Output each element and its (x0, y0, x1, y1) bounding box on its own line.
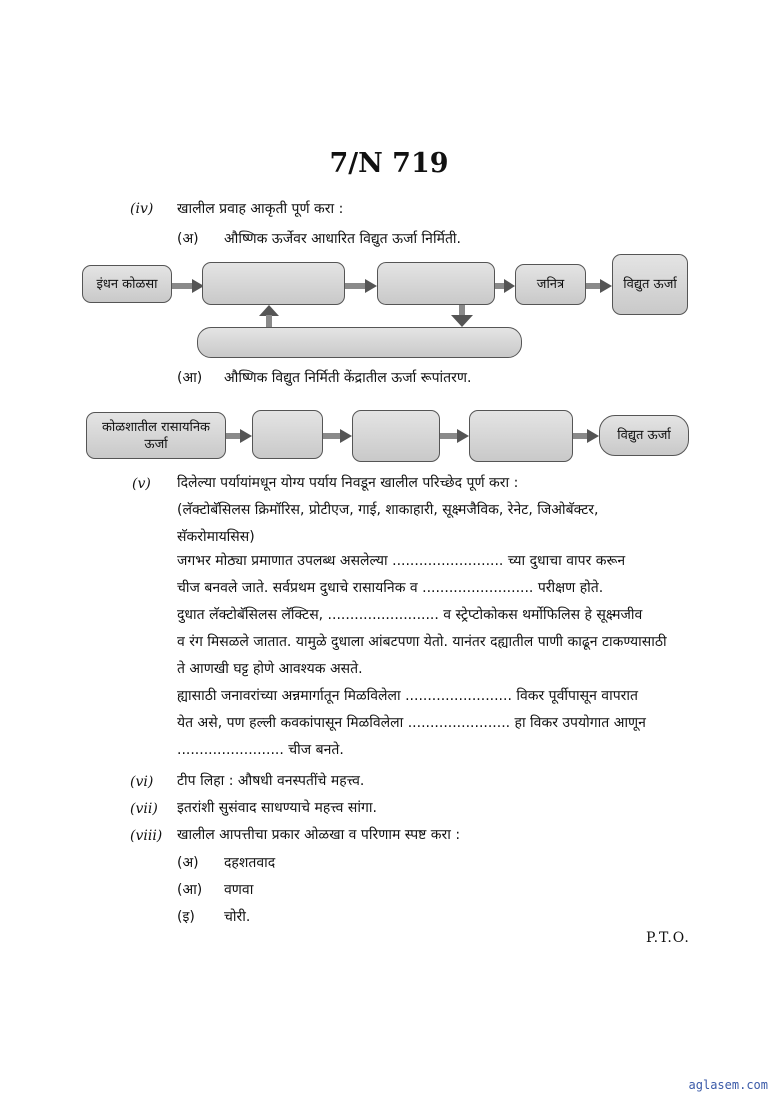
flow-b-box-electric-energy: विद्युत ऊर्जा (599, 415, 689, 456)
paragraph-line: दुधात लॅक्टोबॅसिलस लॅक्टिस, ......................... व स्ट्रेप्टोकोकस थर्मोफिलिस हे सूक्ष्मजीव (177, 607, 643, 623)
paragraph-line: जगभर मोठ्या प्रमाणात उपलब्ध असलेल्या ......................... च्या दुधाचा वापर करून (177, 553, 626, 569)
arrow-right-icon (172, 278, 204, 292)
paragraph-line: ह्यासाठी जनावरांच्या अन्नमार्गातून मिळविलेला ........................ विकर पूर्वीपासून वापरात (177, 688, 639, 704)
flow-b-box-chemical-energy: कोळशातील रासायनिक ऊर्जा (86, 412, 226, 459)
part-a-text: औष्णिक ऊर्जेवर आधारित विद्युत ऊर्जा निर्मिती. (224, 231, 462, 247)
arrow-right-icon (440, 428, 469, 442)
question-iv-instruction: खालील प्रवाह आकृती पूर्ण करा : (177, 201, 344, 217)
page-title: 7/N 719 (329, 148, 449, 179)
question-number-iv: (iv) (130, 201, 154, 217)
paragraph-line: ........................ चीज बनते. (177, 742, 344, 758)
flow-a-box-generator: जनित्र (515, 264, 586, 305)
option-text: दहशतवाद (224, 855, 276, 871)
flow-a-box-fuel: इंधन कोळसा (82, 265, 172, 303)
question-viii-text: खालील आपत्तीचा प्रकार ओळखा व परिणाम स्पष्ट करा : (177, 827, 461, 843)
pto-label: P.T.O. (646, 930, 690, 946)
part-a-label: (अ) (177, 231, 199, 247)
question-v-instruction: दिलेल्या पर्यायांमधून योग्य पर्याय निवडून खालील परिच्छेद पूर्ण करा : (177, 475, 519, 491)
question-number-vii: (vii) (130, 801, 158, 817)
options-line-1: (लॅक्टोबॅसिलस क्रिमॉरिस, प्रोटीएज, गाई, शाकाहारी, सूक्ष्मजैविक, रेनेट, जिओबॅक्टर, (177, 502, 599, 518)
arrow-down-icon (451, 305, 473, 327)
option-text: वणवा (224, 882, 254, 898)
part-b-label: (आ) (177, 370, 203, 386)
option-text: चोरी. (224, 909, 251, 925)
option-label: (इ) (177, 909, 195, 925)
flow-a-box-blank-1 (202, 262, 345, 305)
option-label: (अ) (177, 855, 199, 871)
arrow-right-icon (345, 278, 377, 292)
question-number-vi: (vi) (130, 774, 154, 790)
option-label: (आ) (177, 882, 203, 898)
question-vi-text: टीप लिहा : औषधी वनस्पतींचे महत्त्व. (177, 773, 365, 789)
question-number-viii: (viii) (130, 828, 163, 844)
paragraph-line: येत असे, पण हल्ली कवकांपासून मिळविलेला ....................... हा विकर उपयोगात आणून (177, 715, 646, 731)
flow-a-box-electric-energy: विद्युत ऊर्जा (612, 254, 688, 315)
flow-b-box-blank-3 (469, 410, 573, 462)
paragraph-line: ते आणखी घट्ट होणे आवश्यक असते. (177, 661, 363, 677)
flow-b-box-blank-1 (252, 410, 323, 459)
options-line-2: सॅकरोमायसिस) (177, 529, 255, 545)
arrow-right-icon (226, 428, 252, 442)
question-number-v: (v) (132, 476, 151, 492)
fill-in-paragraph (177, 548, 667, 764)
arrow-up-icon (259, 305, 279, 327)
arrow-right-icon (495, 278, 515, 292)
part-b-text: औष्णिक विद्युत निर्मिती केंद्रातील ऊर्जा रूपांतरण. (224, 370, 472, 386)
arrow-right-icon (586, 278, 612, 292)
paragraph-line: चीज बनवले जाते. सर्वप्रथम दुधाचे रासायनिक व ......................... परीक्षण होते. (177, 580, 604, 596)
question-vii-text: इतरांशी सुसंवाद साधण्याचे महत्त्व सांगा. (177, 800, 377, 816)
flow-a-box-blank-2 (377, 262, 495, 305)
arrow-right-icon (573, 428, 599, 442)
arrow-right-icon (323, 428, 352, 442)
flow-b-box-blank-2 (352, 410, 440, 462)
paragraph-line: व रंग मिसळले जातात. यामुळे दुधाला आंबटपणा येतो. यानंतर दह्यातील पाणी काढून टाकण्यासाठी (177, 634, 667, 650)
flow-a-box-blank-3 (197, 327, 522, 358)
watermark: aglasem.com (688, 1078, 768, 1092)
